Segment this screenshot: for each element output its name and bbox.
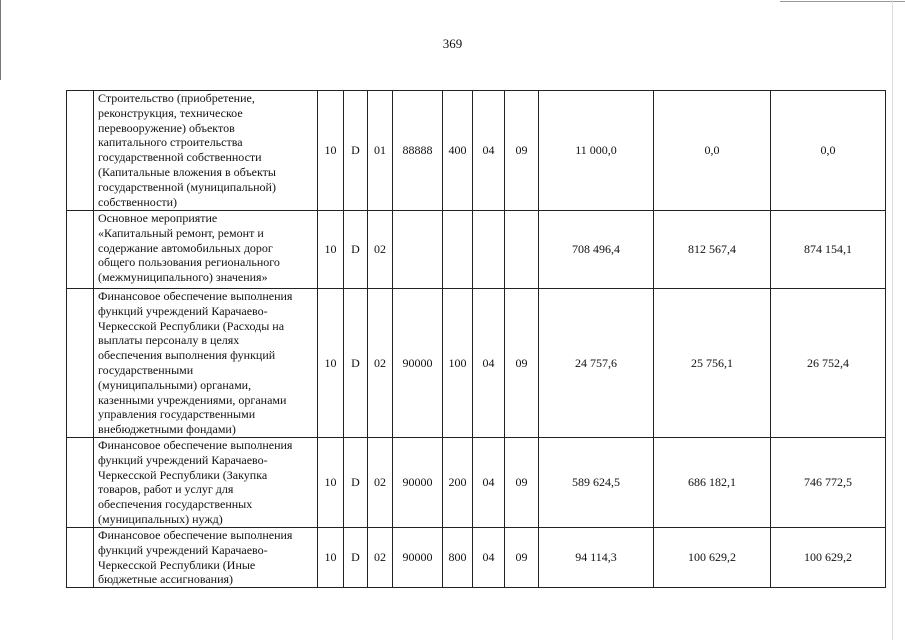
code-2-cell: D [344,289,368,438]
description-line: обеспечения государственных [98,497,253,512]
section-cell [473,211,505,289]
section-cell: 04 [473,91,505,211]
code-3-cell: 02 [368,211,393,289]
table-row [67,527,886,587]
description-line: функций учреждений Карачаево- [98,452,268,467]
description-line: (муниципальными) органами, [98,377,252,392]
description-line: реконструкция, техническое [98,105,243,120]
subsection-cell [505,211,539,289]
code-3-cell: 02 [368,437,393,527]
amount-3-cell: 0,0 [771,91,886,211]
budget-table [66,90,886,588]
table-row [67,91,886,211]
description-line: выплаты персоналу в целях [98,333,240,348]
scan-line-top [780,1,905,2]
expense-type-cell: 200 [443,437,473,527]
code-1-cell: 10 [318,211,344,289]
description-line: Строительство (приобретение, [98,91,255,105]
description-line: (Капитальные вложения в объекты [98,164,276,179]
description-line: (межмуниципального) значения» [98,270,268,285]
description-line: Финансовое обеспечение выполнения [98,289,293,303]
code-4-cell: 90000 [393,437,443,527]
section-cell: 04 [473,437,505,527]
description-line: собственности) [98,194,178,209]
expense-type-cell [443,211,473,289]
row-index-cell [67,289,94,438]
code-4-cell: 90000 [393,289,443,438]
code-1-cell: 10 [318,289,344,438]
description-line: внебюджетными фондами) [98,422,236,437]
amount-2-cell: 100 629,2 [654,527,771,587]
description-line: содержание автомобильных дорог [98,240,273,255]
description-line: (муниципальных) нужд) [98,511,223,526]
description-line: казенными учреждениями, органами [98,392,287,407]
amount-3-cell: 100 629,2 [771,527,886,587]
description-line: Черкесской Республики (Иные [98,557,256,572]
row-index-cell [67,437,94,527]
description-line: капитального строительства [98,135,243,150]
description-cell [94,289,318,438]
code-1-cell: 10 [318,91,344,211]
code-4-cell: 90000 [393,527,443,587]
table-row [67,289,886,438]
description-cell [94,437,318,527]
table-row [67,437,886,527]
description-line: перевооружение) объектов [98,120,235,135]
page-number: 369 [442,36,463,51]
expense-type-cell: 100 [443,289,473,438]
description-line: функций учреждений Карачаево- [98,303,268,318]
row-index-cell [67,211,94,289]
amount-3-cell: 746 772,5 [771,437,886,527]
description-line: «Капитальный ремонт, ремонт и [98,225,264,240]
description-line: обеспечения выполнения функций [98,348,276,363]
code-1-cell: 10 [318,437,344,527]
description-line: функций учреждений Карачаево- [98,542,268,557]
code-2-cell: D [344,437,368,527]
section-cell: 04 [473,527,505,587]
amount-3-cell: 874 154,1 [771,211,886,289]
description-cell [94,527,318,587]
amount-1-cell: 708 496,4 [539,211,654,289]
code-3-cell: 01 [368,91,393,211]
scan-edge-right [892,0,893,640]
amount-1-cell: 24 757,6 [539,289,654,438]
code-2-cell: D [344,211,368,289]
code-2-cell: D [344,527,368,587]
amount-1-cell: 589 624,5 [539,437,654,527]
row-index-cell [67,527,94,587]
code-4-cell [393,211,443,289]
description-line: государственными [98,362,194,377]
subsection-cell: 09 [505,437,539,527]
expense-type-cell: 400 [443,91,473,211]
code-1-cell: 10 [318,527,344,587]
expense-type-cell: 800 [443,527,473,587]
code-4-cell: 88888 [393,91,443,211]
subsection-cell: 09 [505,91,539,211]
code-3-cell: 02 [368,527,393,587]
row-index-cell [67,91,94,211]
code-3-cell: 02 [368,289,393,438]
description-line: Черкесской Республики (Закупка [98,467,268,482]
amount-2-cell: 812 567,4 [654,211,771,289]
description-line: бюджетные ассигнования) [98,572,234,587]
description-line: Основное мероприятие [98,211,218,225]
description-line: Финансовое обеспечение выполнения [98,437,293,452]
code-2-cell: D [344,91,368,211]
description-line: государственной собственности [98,150,262,165]
table-body [67,91,886,588]
amount-2-cell: 0,0 [654,91,771,211]
description-line: управления государственными [98,407,256,422]
description-cell [94,91,318,211]
amount-2-cell: 25 756,1 [654,289,771,438]
table-row [67,211,886,289]
description-line: товаров, работ и услуг для [98,482,234,497]
amount-1-cell: 94 114,3 [539,527,654,587]
subsection-cell: 09 [505,289,539,438]
description-line: общего пользования регионального [98,255,280,270]
amount-3-cell: 26 752,4 [771,289,886,438]
amount-1-cell: 11 000,0 [539,91,654,211]
description-line: Финансовое обеспечение выполнения [98,527,293,542]
section-cell: 04 [473,289,505,438]
subsection-cell: 09 [505,527,539,587]
description-line: Черкесской Республики (Расходы на [98,318,285,333]
description-cell [94,211,318,289]
amount-2-cell: 686 182,1 [654,437,771,527]
description-line: государственной (муниципальной) [98,179,276,194]
